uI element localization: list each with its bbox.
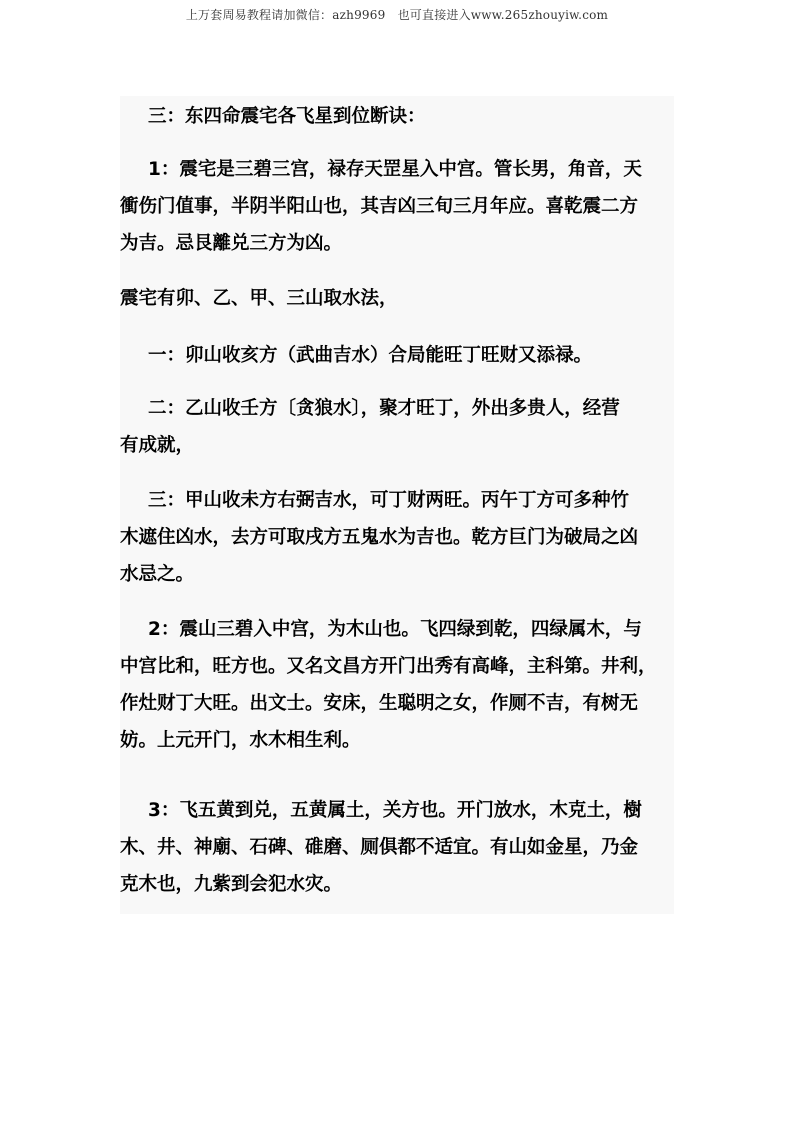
text-line: 二：乙山收壬方〔贪狼水〕，聚才旺丁，外出多贵人，经营 (148, 398, 620, 419)
text-line: 衝伤门值事，半阴半阳山也，其吉凶三旬三月年应。喜乾震二方 (120, 196, 639, 217)
document-body (120, 96, 674, 914)
paragraph-7 (120, 792, 674, 903)
section-title (120, 98, 674, 135)
page-header-note: 上万套周易教程请加微信：azh9969 也可直接进入www.265zhouyiw.com (185, 8, 609, 22)
paragraph-2 (120, 280, 674, 317)
paragraph-6 (120, 611, 674, 759)
paragraph-4 (120, 390, 674, 464)
text-line: 有成就， (120, 435, 195, 456)
text-line: 克木也，九紫到会犯水灾。 (120, 874, 343, 895)
text-line: 震宅有卯、乙、甲、三山取水法， (120, 288, 398, 309)
text-line: 中宫比和，旺方也。又名文昌方开门出秀有高峰，主科第。井利， (120, 656, 657, 677)
paragraph-1 (120, 151, 674, 262)
text-line: 三：甲山收未方右弼吉水，可丁财两旺。丙午丁方可多种竹 (148, 490, 630, 511)
text-line: 3：飞五黄到兑，五黄属土，关方也。开门放水，木克土，樹 (148, 800, 642, 821)
text-line: 三：东四命震宅各飞星到位断诀： (148, 106, 426, 127)
paragraph-5 (120, 482, 674, 593)
text-line: 为吉。忌艮離兑三方为凶。 (120, 233, 343, 254)
text-line: 木遮住凶水，去方可取戌方五鬼水为吉也。乾方巨门为破局之凶 (120, 527, 639, 548)
text-line: 一：卯山收亥方（武曲吉水）合局能旺丁旺财又添禄。 (148, 345, 593, 366)
text-line: 妨。上元开门，水木相生利。 (120, 730, 361, 751)
text-line: 2：震山三碧入中宫，为木山也。飞四绿到乾，四绿属木，与 (148, 619, 642, 640)
text-line: 1：震宅是三碧三宫，禄存天罡星入中宫。管长男，角音，天 (148, 159, 642, 180)
paragraph-3 (120, 337, 674, 374)
text-line: 水忌之。 (120, 564, 195, 585)
text-line: 木、井、神廟、石碑、碓磨、厕俱都不适宜。有山如金星，乃金 (120, 837, 639, 858)
text-line: 作灶财丁大旺。出文士。安床，生聪明之女，作厕不吉，有树无 (120, 693, 639, 714)
